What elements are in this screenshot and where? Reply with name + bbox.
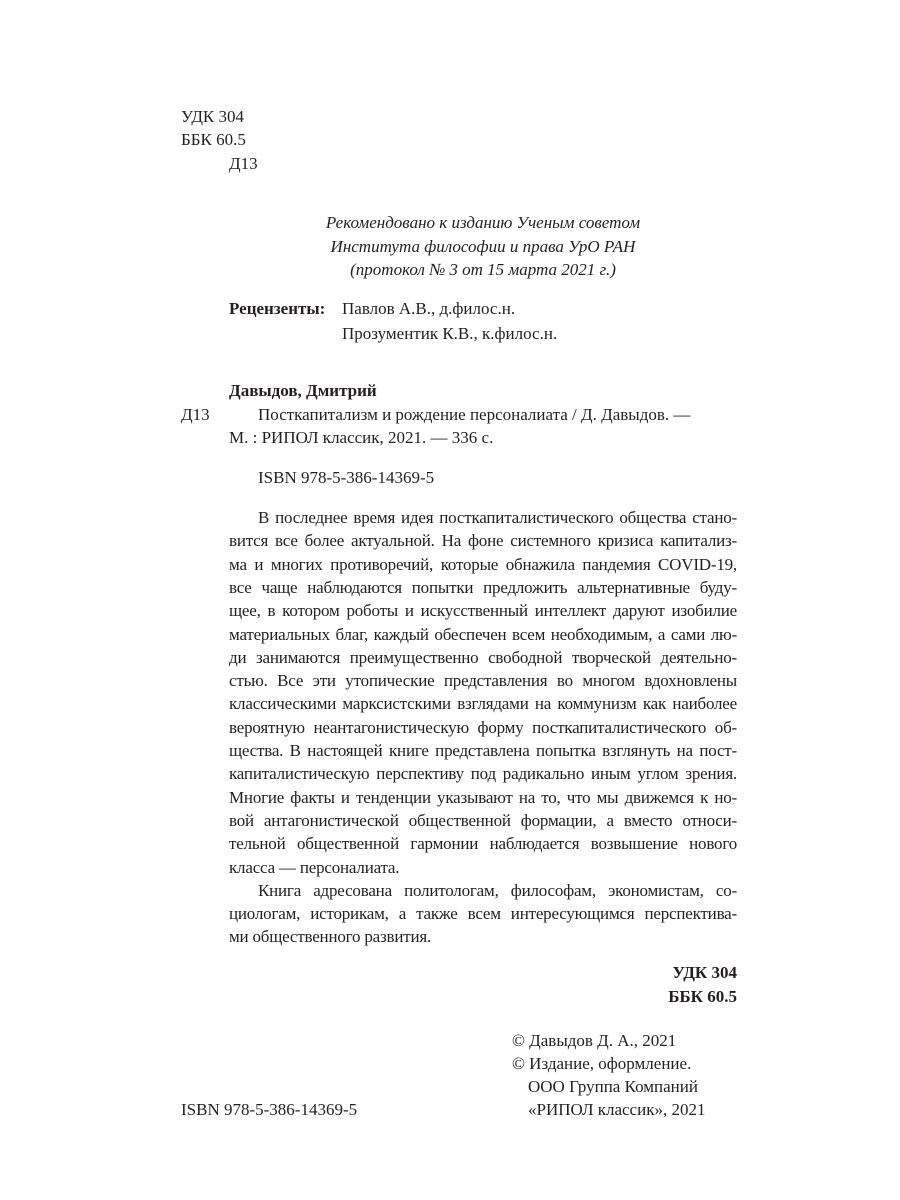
author-mark: Д13 [181, 405, 210, 424]
abstract-line: циологам, историкам, а также всем интересующимся перспектива- [229, 904, 737, 924]
abstract-line: вероятную неантагонистическую форму посткапиталистического об- [229, 717, 737, 737]
bbk-code: ББК 60.5 [181, 130, 246, 149]
recommendation-line: Института философии и права УрО РАН [330, 237, 636, 256]
abstract-line: Многие факты и тенденции указывают на то, что мы движемся к но- [229, 787, 737, 807]
abstract-line: стью. Все эти утопические представления во многом вдохновлены [229, 671, 737, 691]
abstract-line: щее, в котором роботы и искусственный интеллект даруют изобилие [229, 601, 737, 621]
abstract-line: Книга адресована политологам, философам, экономистам, со- [258, 880, 737, 900]
recommendation-line: (протокол № 3 от 15 марта 2021 г.) [350, 260, 616, 279]
footer-isbn: ISBN 978-5-386-14369-5 [181, 1100, 358, 1119]
copyright-line: © Издание, оформление. [512, 1054, 692, 1073]
bbk-code: ББК 60.5 [668, 987, 737, 1006]
abstract-line: капиталистическую перспективу под радикально иным углом зрения. [229, 764, 737, 784]
abstract-line: тельной общественной гармонии наблюдается возвышение нового [229, 834, 737, 854]
recommendation-line: Рекомендовано к изданию Ученым советом [325, 213, 641, 232]
copyright-line: ООО Группа Компаний [528, 1077, 698, 1096]
reviewer-name: Павлов А.В., д.филос.н. [342, 299, 516, 318]
abstract-line: материальных благ, каждый обеспечен всем необходимым, а сами лю- [229, 624, 737, 644]
copyright-line: «РИПОЛ классик», 2021 [528, 1100, 706, 1119]
udk-code: УДК 304 [672, 963, 737, 982]
isbn: ISBN 978-5-386-14369-5 [258, 468, 435, 487]
reviewer-name: Прозументик К.В., к.филос.н. [342, 324, 558, 343]
abstract-line: ди занимаются преимущественно свободной творческой деятельно- [229, 647, 737, 667]
abstract-line: вой антагонистической общественной формации, а вместо относи- [229, 810, 737, 830]
copyright-line: © Давыдов Д. А., 2021 [512, 1031, 677, 1050]
abstract-line: ми общественного развития. [229, 927, 432, 947]
author-name: Давыдов, Дмитрий [229, 381, 377, 400]
abstract-line: класса — персоналиата. [229, 857, 400, 877]
abstract-line: классическими марксистскими взглядами на коммунизм как наиболее [229, 694, 737, 714]
title-line: Посткапитализм и рождение персоналиата / Д. Давыдов. — [258, 405, 691, 424]
author-mark: Д13 [229, 154, 258, 173]
abstract-line: ма и многих противоречий, которые обнажила пандемия COVID-19, [229, 554, 737, 574]
udk-code: УДК 304 [181, 107, 245, 126]
abstract-line: щества. В настоящей книге представлена попытка взглянуть на пост- [229, 741, 737, 760]
publisher-line: М. : РИПОЛ классик, 2021. — 336 с. [229, 428, 494, 447]
abstract-line: вится все более актуальной. На фоне системного кризиса капитализ- [229, 531, 737, 551]
reviewers-label: Рецензенты: [229, 299, 326, 318]
abstract-line: все чаще наблюдаются попытки предложить альтернативные буду- [229, 577, 737, 597]
abstract-line: В последнее время идея посткапиталистического общества стано- [258, 508, 737, 527]
